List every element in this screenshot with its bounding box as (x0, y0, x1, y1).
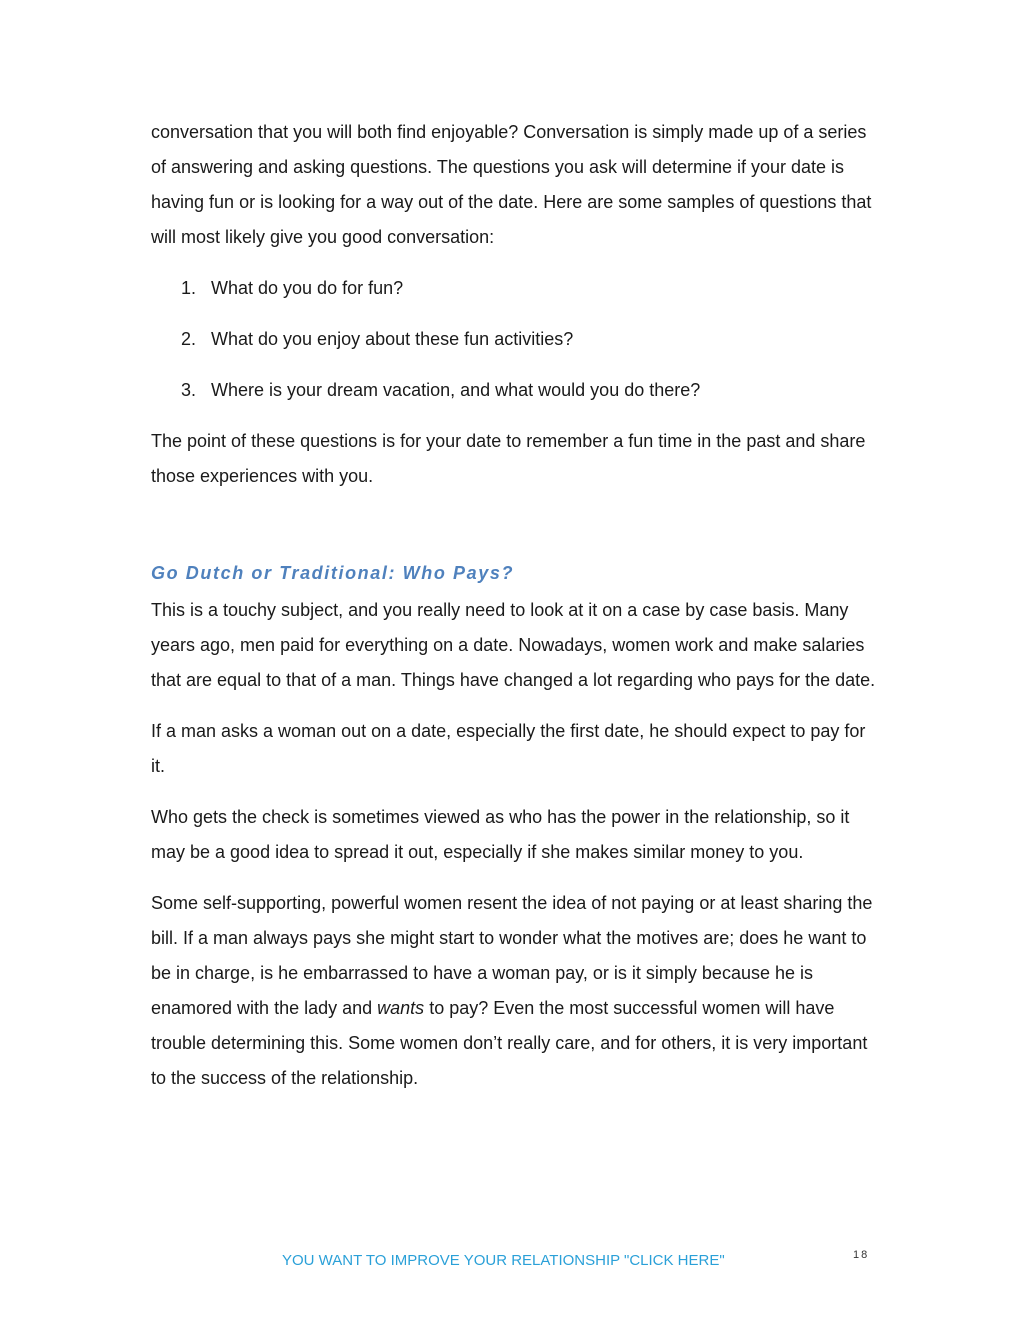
page-number: 18 (853, 1249, 870, 1261)
paragraph-text-start: Some self-supporting, powerful women resent the idea of not paying or at least sharing the bill. If a man always pays she might start to wonder what the motives are; does he want to be in charge, is he embarrassed to have a woman pay, or is it simply because he is enamored with the lady and (151, 893, 873, 1018)
list-text: Where is your dream vacation, and what would you do there? (211, 380, 701, 400)
list-item (151, 373, 881, 408)
question-list (151, 271, 881, 408)
improve-relationship-link[interactable]: YOU WANT TO IMPROVE YOUR RELATIONSHIP "CLICK HERE" (282, 1252, 725, 1269)
emphasis-text: wants (377, 998, 425, 1018)
list-number: 2. (181, 329, 197, 349)
list-item (151, 322, 881, 357)
after-list-paragraph: The point of these questions is for your date to remember a fun time in the past and share those experiences with you. (151, 431, 866, 486)
document-body (151, 115, 881, 1112)
section-paragraph-4 (151, 886, 881, 1096)
intro-paragraph: conversation that you will both find enjoyable? Conversation is simply made up of a series of answering and asking questions. The questions you ask will determine if your date is having fun or is looking for a way out of the date. Here are some samples of questions that will most likely give you good conversation: (151, 122, 872, 247)
list-number: 3. (181, 380, 197, 400)
list-text: What do you enjoy about these fun activities? (211, 329, 574, 349)
list-number: 1. (181, 278, 197, 298)
paragraph-text-end: to pay? Even the most successful women will have trouble determining this. Some women don’t really care, and for others, it is very important to the success of the relationship. (151, 998, 868, 1088)
section-paragraph-3: Who gets the check is sometimes viewed as who has the power in the relationship, so it may be a good idea to spread it out, especially if she makes similar money to you. (151, 807, 850, 862)
section-paragraph-1: This is a touchy subject, and you really need to look at it on a case by case basis. Many years ago, men paid for everything on a date. Nowadays, women work and make salaries that are equal to that of a man. Things have changed a lot regarding who pays for the date. (151, 600, 876, 690)
list-item (151, 271, 881, 306)
list-text: What do you do for fun? (211, 278, 404, 298)
section-heading: Go Dutch or Traditional: Who Pays? (151, 563, 515, 583)
section-paragraph-2: If a man asks a woman out on a date, especially the first date, he should expect to pay for it. (151, 721, 866, 776)
